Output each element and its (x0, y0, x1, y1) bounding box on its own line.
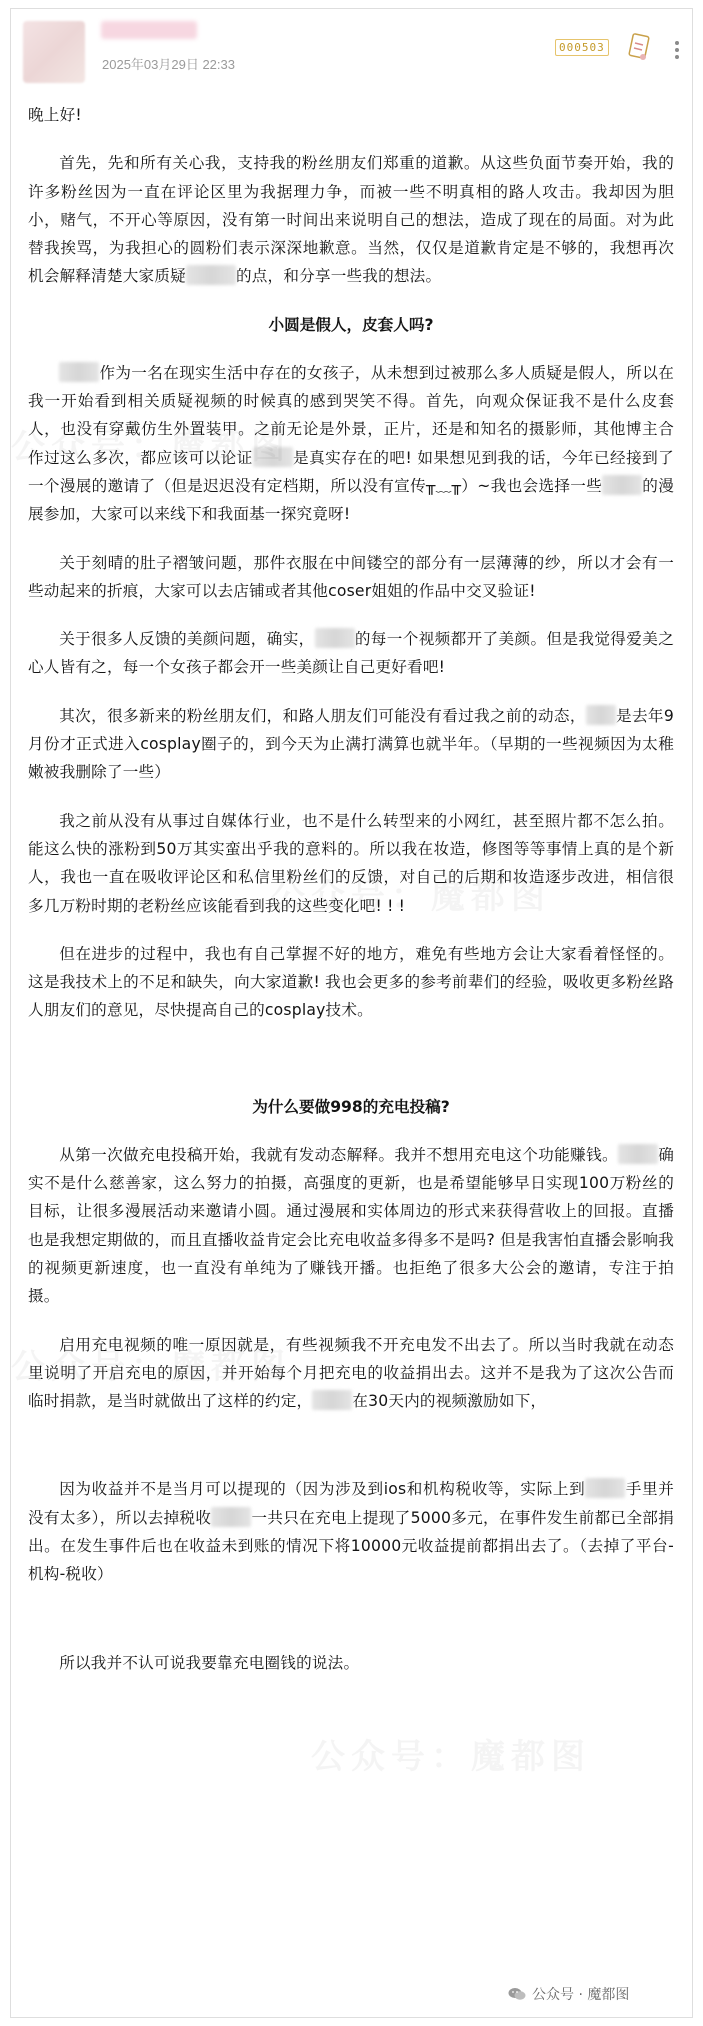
watermark (311, 1729, 693, 1778)
post-card (10, 8, 693, 2018)
paragraph-improvement: 但在进步的过程中，我也有自己掌握不好的地方，难免有些地方会让大家看着怪怪的。这是我技术上的不足和缺失，向大家道歉! 我也会更多的参考前辈们的经验，吸收更多粉丝路人朋友们的意见，尽快提高自己的cosplay技术。 (28, 944, 674, 1020)
username-redacted[interactable] (101, 21, 197, 39)
text: 作为一名在现实生活中存在的女孩子，从未想到过被那么多人质疑是假人，所以在我一开始看到相关质疑视频的时候真的感到哭笑不得。首先，向观众保证我不是什么皮套人，也没有穿戴仿生外置装甲。之前无论是外景，正片，还是和知名的摄影师，其他博主合作过这么多次，都应该可以论证 (28, 363, 674, 467)
text: 确实不是什么慈善家，这么努力的拍摄，高强度的更新，也是希望能够早日实现100万粉丝的目标，让很多漫展活动来邀请小圆。通过漫展和实体周边的形式来获得营收上的回报。直播也是我想定期做的，而且直播收益肯定会比充电收益多得多不是吗? 但是我害怕直播会影响我的视频更新速度，也一直没有单纯为了赚钱开播。也拒绝了很多大公会的邀请，专注于拍摄。 (28, 1145, 674, 1306)
wechat-icon (508, 1987, 526, 2001)
section-heading-fake-person: 小圆是假人，皮套人吗? (268, 315, 434, 334)
redacted-name (618, 1144, 658, 1164)
post-date: 2025年03月29日 22:33 (102, 57, 235, 72)
spacer (28, 1435, 674, 1475)
more-vertical-icon[interactable] (671, 39, 683, 61)
text: 首先，先和所有关心我，支持我的粉丝朋友们郑重的道歉。从这些负面节奏开始，我的许多粉丝因为一直在评论区里为我据理力争，而被一些不明真相的路人攻击。我却因为胆小，赌气，不开心等原因，没有第一时间出来说明自己的想法，造成了现在的局面。对为此替我挨骂，为我担心的圆粉们表示深深地歉意。当然，仅仅是道歉肯定是不够的，我想再次机会解释清楚大家质疑 (28, 154, 674, 286)
text: 手里并没有太多），所以去掉税收 (28, 1480, 674, 1527)
post-body (11, 77, 692, 1677)
text: 关于很多人反馈的美颜问题，确实， (59, 630, 315, 649)
paragraph-costume: 关于刻晴的肚子褶皱问题，那件衣服在中间镂空的部分有一层薄薄的纱，所以才会有一些动起来的折痕，大家可以去店铺或者其他coser姐姐的作品中交叉验证! (28, 553, 674, 600)
post-header (11, 9, 692, 77)
footer-watermark (508, 1984, 629, 2004)
redacted-name (59, 362, 99, 382)
redacted-name (211, 1507, 251, 1527)
paragraph-real-person (28, 359, 674, 529)
footer-label: 公众号 · 魔都图 (532, 1987, 630, 2003)
fan-badge[interactable]: 000503 (555, 39, 609, 56)
paragraph-apology (28, 149, 674, 290)
redacted-name (186, 265, 236, 285)
redacted-name (602, 475, 642, 495)
redacted-name (586, 705, 616, 725)
text: 是真实存在的吧! 如果想见到我的话，今年已经接到了一个漫展的邀请了（但是迟迟没有定档期，所以没有宣传╥﹏╥）~我也会选择一些 (28, 448, 674, 495)
text: 其次，很多新来的粉丝朋友们，和路人朋友们可能没有看过我之前的动态， (59, 706, 586, 725)
paragraph-growth: 我之前从没有从事过自媒体行业，也不是什么转型来的小网红，甚至照片都不怎么拍。能这么快的涨粉到50万其实蛮出乎我的意料的。所以我在妆造，修图等等事情上真的是个新人，我也一直在吸收评论区和私信里粉丝们的反馈，对自己的后期和妆造逐步改进，相信很多几万粉时期的老粉丝应该能看到我的这些变化吧! ! ! (28, 811, 674, 915)
text: 是去年9月份才正式进入cosplay圈子的，到今天为止满打满算也就半年。（早期的一些视频因为太稚嫩被我删除了一些） (28, 706, 674, 782)
greeting: 晚上好! (28, 106, 82, 124)
paragraph-donation-promise (28, 1331, 674, 1416)
text: 因为收益并不是当月可以提现的（因为涉及到ios和机构税收等，实际上到 (59, 1480, 586, 1499)
paragraph-donation-details (28, 1475, 674, 1588)
paragraph-conclusion: 所以我并不认可说我要靠充电圈钱的说法。 (59, 1653, 360, 1672)
redacted-name (585, 1478, 625, 1498)
redacted-name (253, 447, 293, 467)
text: 从第一次做充电投稿开始，我就有发动态解释。我并不想用充电这个功能赚钱。 (59, 1145, 619, 1164)
spacer (28, 1609, 674, 1649)
paragraph-beauty-filter (28, 625, 674, 682)
text: 在30天内的视频激励如下， (352, 1392, 547, 1411)
avatar[interactable] (23, 21, 85, 83)
text: 的漫展参加，大家可以来线下和我面基一探究竟呀! (28, 476, 674, 524)
redacted-name (315, 628, 355, 648)
spacer (28, 1045, 674, 1085)
redacted-name (312, 1390, 352, 1410)
section-heading-charging: 为什么要做998的充电投稿? (252, 1097, 450, 1116)
text: 的点，和分享一些我的想法。 (235, 267, 442, 286)
text: 的每一个视频都开了美颜。但是我觉得爱美之心人皆有之，每一个女孩子都会开一些美颜让自己更好看吧! (28, 630, 674, 677)
paragraph-newcomer (28, 702, 674, 787)
text: 启用充电视频的唯一原因就是，有些视频我不开充电发不出去了。所以当时我就在动态里说明了开启充电的原因，并开始每个月把充电的收益捐出去。这并不是我为了这次公告而临时捐款，是当时就做出了这样的约定， (28, 1335, 674, 1411)
fan-badge-icon[interactable] (625, 31, 655, 65)
text: 一共只在充电上提现了5000多元，在事件发生前都已全部捐出。在发生事件后也在收益未到账的情况下将10000元收益提前都捐出去了。（去掉了平台-机构-税收） (28, 1508, 674, 1584)
paragraph-charging-reason (28, 1141, 674, 1311)
